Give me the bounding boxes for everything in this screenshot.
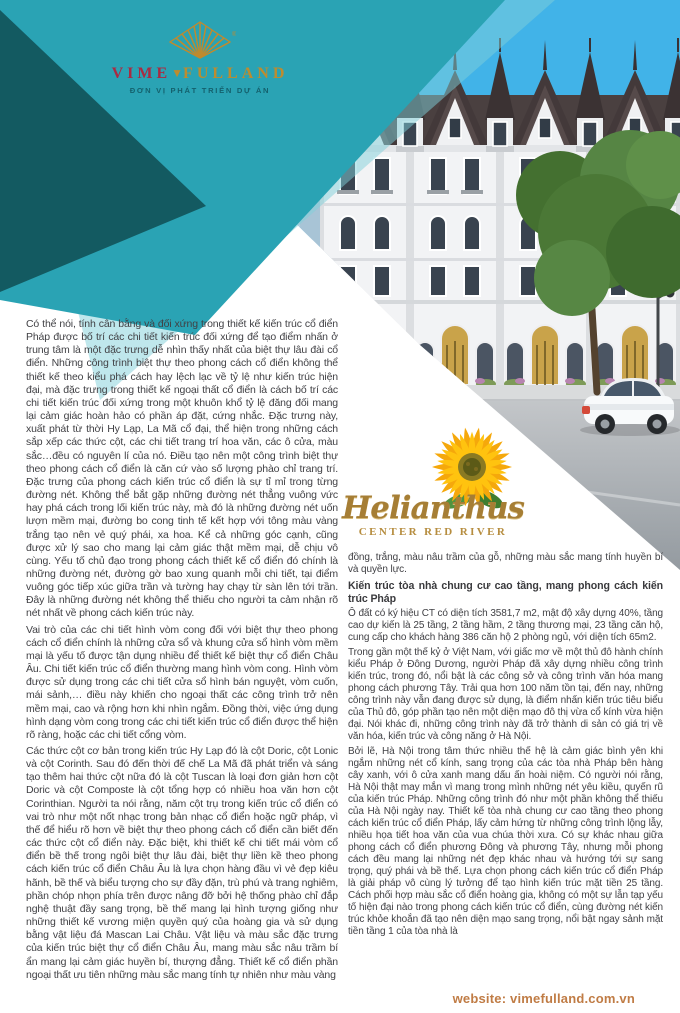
paragraph: Ô đất có ký hiệu CT có diện tích 3581,7 m2, mật độ xây dựng 40%, tầng cao dự kiến là 25 tầng, 2 tầng hầm, 2 tầng thương mại, 23 tầng căn hộ, cung cấp cho khách hàng 386 căn hộ 2 phòng ngủ, với diện tích 65m2. bbox=[348, 608, 663, 643]
vimefulland-logo bbox=[95, 20, 305, 95]
paragraph: Các thức cột cơ bản trong kiến trúc Hy Lạp đó là cột Doric, cột Lonic và cột Corinth. Sau đó đến thời đế chế La Mã đã phát triển và sáng tạo thêm hai thức cột nữa đó là cột Tuscan là loại đơn giản hơn cột Doric và cột Composte là cột tổng hợp có nhiều hoa văn hơn cột Corinthian. Người ta nói rằng, năm cột trụ trong kiến trúc cổ điển có vai trò như một nốt nhạc trong bản nhạc cổ điển hoặc ngữ pháp, vì thế để hiểu rõ hơn về biệt thự theo phong cách cổ điển cần biết đến các thức cột cổ điển này. Đặc biệt, khi thiết kế chi tiết mái vòm cổ điển bề thế trong ngôi biệt thự lâu đài, biệt thự liền kề theo phong cách kiến trúc cổ điển Châu Âu là lựa chọn hàng đầu vì vẻ đẹp kiêu hãnh, bề thế và biểu tượng cho sự đầy đặn, trù phú và trang nghiêm, phần chóp nhọn phía trên được nâng đỡ bởi hệ thống phào chỉ đắp nghệ thuật đầy sang trọng, bề thế mang lại hình tượng giống như những thiết kế vương miện quyền quý của hoàng gia và sử dụng bằng vật liệu đá Mascan Lai Châu. Vật liệu và màu sắc đặc trưng của kiến trúc biệt thự cổ điển Châu Âu, mang màu sắc nâu trầm bí ẩn mang lại cảm giác huyền bí, thượng đẳng. Thiết kế cổ điển phần ngoại thất ưu tiên những màu sắc mang tính tự nhiên như màu vàng bbox=[26, 745, 338, 981]
brand-name-left: VIME bbox=[111, 65, 172, 82]
tree-canopy bbox=[516, 130, 680, 316]
project-name: Helianthus bbox=[341, 490, 525, 526]
gold-fan-diamond-icon bbox=[164, 20, 236, 64]
registered-mark: ® bbox=[232, 32, 236, 38]
paragraph: Bởi lẽ, Hà Nội trong tâm thức nhiều thế hệ là cảm giác bình yên khi ngắm những nét cổ kính, sang trọng của các tòa nhà Pháp bên hàng cây xanh, với ô cửa xanh mang dấu ấn hoài niệm. Có người nói rằng, Hà Nội thật may mắn vì mang trong mình những nét yêu kiều, quyến rũ của kiến trúc Pháp. Những công trình đó như một phần không thể thiếu của Hà Nội ngày nay. Thiết kế tòa nhà chung cư cao tầng theo phong cách kiến trúc cổ điển Pháp, lấy cảm hứng từ những công trình lộng lẫy, nhiều họa tiết hoa văn của vua chúa thời xưa. Có sự khác nhau giữa phong cách cổ điển phương Đông và phương Tây, nhưng mỗi phong cách đều mang lại những nét đẹp khác nhau và hướng tới sự sang trọng, quý phái và bề thế. Lựa chọn phong cách kiến trúc cổ điển Pháp là giải pháp vô cùng lý tưởng để tạo hình kiến trúc mặt tiền 25 tầng. Cách phối hợp màu sắc cổ điển hoàng gia, không có một sự lẫn tạp yếu tố hiện đại nào trong phong cách kiến trúc cổ điển, cùng đường nét kiến trúc khỏe khoắn đã tạo nên diện mạo sang trọng, nổi bật ngay sảnh mặt tiền tầng 1 của tòa nhà là bbox=[348, 746, 663, 937]
paragraph: Vai trò của các chi tiết hình vòm cong đối với biệt thự theo phong cách cổ điển chính là những cửa sổ và khung cửa sổ hình vòm mềm mại là yếu tố được tận dụng nhiều để thiết kế biệt thự cổ điển Châu Âu. Chi tiết kiến trúc cổ điển thường mang hình vòm cong. Hình vòm được sử dụng trong các chi tiết cửa sổ hình bán nguyệt, vòm cuốn, mái sảnh,… điều này khiến cho ngoại thất các công trình trở nên mềm mại, cao và rộng hơn khi nhìn ngắm. Đồng thời, việc ứng dụng hình dạng vòm cong trong các chi tiết kiến trúc cổ điển được thể hiện rõ ràng, hoặc các chi tiết cổng vòm. bbox=[26, 623, 338, 741]
project-subtitle: CENTER RED RIVER bbox=[358, 526, 508, 538]
intro-paragraph: đồng, trắng, màu nâu trầm của gỗ, những màu sắc mang tính huyền bí và quyền lực. bbox=[348, 552, 663, 575]
website-link[interactable]: website: vimefulland.com.vn bbox=[452, 991, 635, 1006]
brand-wordmark bbox=[95, 64, 305, 83]
brand-tagline: ĐƠN VỊ PHÁT TRIỂN DỰ ÁN bbox=[129, 86, 271, 95]
section-heading: Kiến trúc tòa nhà chung cư cao tầng, mang phong cách kiến trúc Pháp bbox=[348, 580, 663, 605]
down-triangle-icon: ▼ bbox=[171, 66, 184, 80]
paragraph: Có thể nói, tính cân bằng và đối xứng trong thiết kế kiến trúc cổ điển Pháp được bố trí các chi tiết kiến trúc đối xứng để tạo điểm nhấn ở trung tâm là một đặc trưng dễ nhìn thấy nhất của biệt thự lâu đài cổ điển. Những công trình biệt thự theo phong cách cổ điển không thể thiết kế theo kiểu phá cách hay lệch lạc về tỷ lệ như kiến trúc hiện đại, mà đặc trưng trong thiết kế ngoại thất cổ điển là cách bố trí các chi tiết kiến trúc đối xứng trong một khuôn khổ tỷ lệ đăng đối mang lại cảm giác hoàn hảo có phần áp đặt, cứng nhắc. Đặc trưng này, xuất phát từ thời Hy Lạp, La Mã cổ đại, thể hiện trong những cách sắp xếp các thức cột, các chi tiết trang trí hoa văn, các ô cửa, màu sắc…đều có nguyên lí của nó. Điều tạo nên một công trình biệt thự theo phong cách cổ điển là căn cứ vào số lượng phào chỉ trang trí. Đặc trưng của phong cách kiến trúc cổ điển là sự tỉ mỉ trong từng đường nét. Không thể bắt gặp những đường nét thẳng vuông vức hay phá cách trong lối kiến trúc này, mà đó là những đường nét uốn lượn mềm mại, đường bo cong tinh tế kết hợp với tông màu vàng trắng tạo nên vẻ quý phái, xa hoa. Kể cả những góc cạnh, cũng được xử lý sao cho mang lại cảm giác thật mềm mại, dễ chịu vô cùng. Yếu tố chủ đạo trong phong cách thiết kế cổ điển đó chính là những đường nét, đường gờ bao xung quanh mỗi chi tiết, tại điểm vuông góc tiếp xúc giữa trần và tường hay chạy từ sàn lên tới trần. Đây là những đường nét không thể thiếu cho người ta cảm nhận rõ nét nhất về phong cách kiến trúc này. bbox=[26, 318, 338, 620]
article-right-column bbox=[348, 552, 663, 941]
brand-name-right: FULLAND bbox=[183, 65, 289, 82]
paragraph: Trong gần một thế kỷ ở Việt Nam, với giấc mơ về một thủ đô hành chính kiểu Pháp ở Đông Dương, người Pháp đã xây dựng nhiều công trình kiến trúc, trong đó, nổi bật là các công sở và công trình văn hóa mang phong cách phương Tây. Trải qua hơn 100 năm tồn tại, đến nay, những công trình này vẫn đang được sử dụng, là điểm nhấn kiến trúc tiêu biểu của Thủ đô, góp phần tạo nên một diện mạo đô thị vừa cổ kính vừa hiện đại. Nói khác đi, những công trình này đã trở thành di sản có giá trị về văn hóa, kiến trúc và công năng ở Hà Nội. bbox=[348, 647, 663, 742]
article-left-column bbox=[26, 318, 338, 985]
helianthus-logo bbox=[333, 422, 533, 538]
